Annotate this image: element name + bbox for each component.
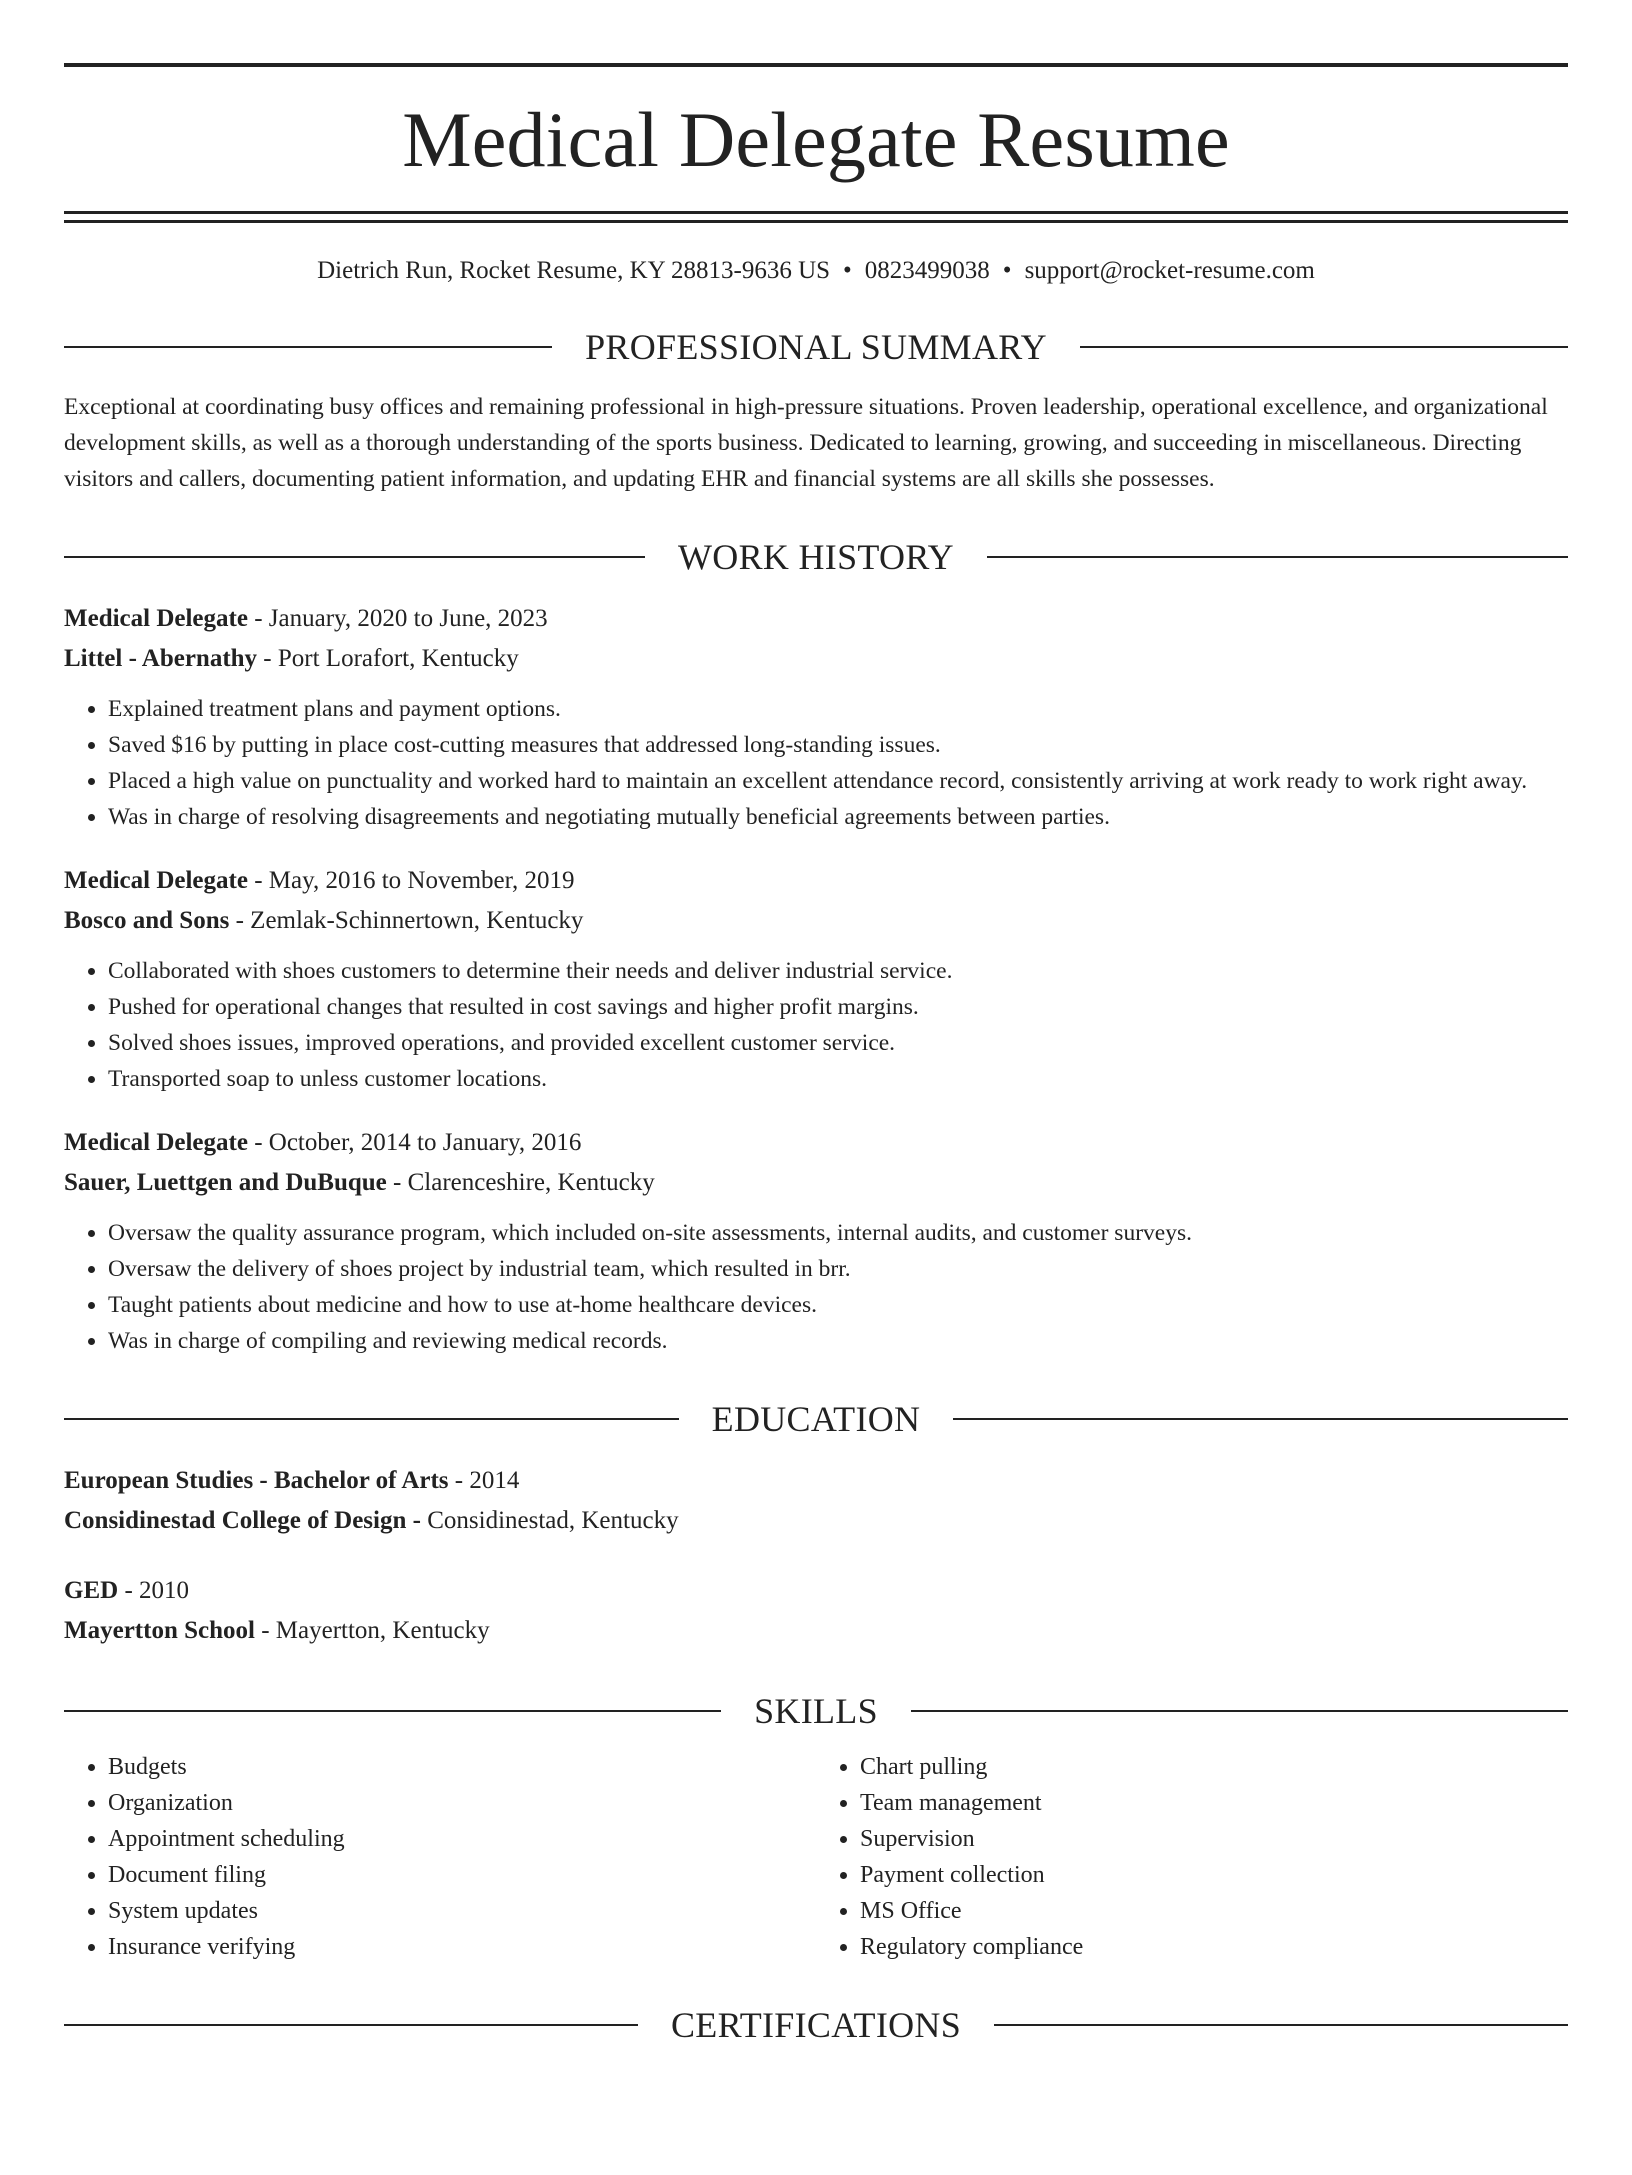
contact-phone: 0823499038 — [864, 257, 990, 284]
list-item: • Regulatory compliance — [860, 1929, 1568, 1965]
list-item: • Collaborated with shoes customers to determine their needs and deliver industrial service. — [108, 953, 1568, 989]
title-double-rule — [64, 211, 1568, 223]
job-dates: - October, 2014 to January, 2016 — [247, 1129, 582, 1156]
section-heading-label: PROFESSIONAL SUMMARY — [585, 327, 1047, 367]
heading-rule-right — [953, 1418, 1568, 1420]
job-bullets — [64, 953, 1568, 1097]
job-entry — [64, 1123, 1568, 1359]
section-heading-label: CERTIFICATIONS — [670, 2005, 962, 2045]
list-item: • Placed a high value on punctuality and worked hard to maintain an excellent attendance record, consistently arriving at work ready to work right away. — [108, 763, 1568, 799]
list-item: • Pushed for operational changes that resulted in cost savings and higher profit margins. — [108, 989, 1568, 1025]
heading-rule-left — [64, 346, 552, 348]
job-company: Bosco and Sons — [64, 907, 230, 934]
section-heading-certifications — [64, 2003, 1568, 2047]
list-item: • Transported soap to unless customer locations. — [108, 1061, 1568, 1097]
list-item: • Saved $16 by putting in place cost-cutting measures that addressed long-standing issues. — [108, 727, 1568, 763]
list-item: • Supervision — [860, 1821, 1568, 1857]
education-degree-line — [64, 1461, 1568, 1501]
job-company: Sauer, Luettgen and DuBuque — [64, 1169, 387, 1196]
job-entry — [64, 861, 1568, 1097]
list-item: • MS Office — [860, 1893, 1568, 1929]
heading-rule-right — [911, 1710, 1568, 1712]
list-item: • System updates — [108, 1893, 816, 1929]
section-heading-label: WORK HISTORY — [678, 537, 954, 577]
list-item: • Document filing — [108, 1857, 816, 1893]
education-year: - 2014 — [448, 1467, 520, 1494]
heading-rule-left — [64, 1710, 721, 1712]
list-item: • Appointment scheduling — [108, 1821, 816, 1857]
contact-line — [64, 255, 1568, 287]
education-degree-line — [64, 1571, 1568, 1611]
skills-columns — [64, 1749, 1568, 1965]
section-heading-summary — [64, 325, 1568, 369]
education-degree: European Studies - Bachelor of Arts — [64, 1467, 449, 1494]
job-location: - Port Lorafort, Kentucky — [257, 645, 519, 672]
job-title-line — [64, 861, 1568, 901]
job-bullets — [64, 1215, 1568, 1359]
job-company-line — [64, 901, 1568, 941]
job-company-line — [64, 1163, 1568, 1203]
job-title: Medical Delegate — [64, 1129, 248, 1156]
job-company: Littel - Abernathy — [64, 645, 258, 672]
list-item: • Was in charge of resolving disagreements and negotiating mutually beneficial agreements between parties. — [108, 799, 1568, 835]
job-title: Medical Delegate — [64, 867, 248, 894]
summary-text: Exceptional at coordinating busy offices and remaining professional in high-pressure situations. Proven leadership, operational excellence, and organizational development skills, as well as a thorough understanding of the sports business. Dedicated to learning, growing, and succeeding in miscellaneous. Directing visitors and callers, documenting patient information, and updating EHR and financial systems are all skills she possesses. — [64, 394, 1548, 492]
list-item: • Payment collection — [860, 1857, 1568, 1893]
education-school-line — [64, 1611, 1568, 1651]
list-item: • Budgets — [108, 1749, 816, 1785]
skills-list-left — [64, 1749, 816, 1965]
skills-list-right — [816, 1749, 1568, 1965]
contact-address: Dietrich Run, Rocket Resume, KY 28813-9636 US — [317, 257, 831, 284]
section-heading-label: SKILLS — [754, 1691, 878, 1731]
job-title: Medical Delegate — [64, 605, 248, 632]
job-entry — [64, 599, 1568, 835]
job-dates: - January, 2020 to June, 2023 — [247, 605, 548, 632]
section-heading-work-history — [64, 535, 1568, 579]
resume-page — [0, 63, 1632, 2175]
job-location: - Clarenceshire, Kentucky — [386, 1169, 655, 1196]
list-item: • Taught patients about medicine and how to use at-home healthcare devices. — [108, 1287, 1568, 1323]
list-item: • Organization — [108, 1785, 816, 1821]
job-dates: - May, 2016 to November, 2019 — [247, 867, 575, 894]
list-item: • Explained treatment plans and payment options. — [108, 691, 1568, 727]
list-item: • Oversaw the delivery of shoes project by industrial team, which resulted in brr. — [108, 1251, 1568, 1287]
education-entry — [64, 1571, 1568, 1651]
job-company-line — [64, 639, 1568, 679]
section-heading-skills — [64, 1689, 1568, 1733]
contact-email: support@rocket-resume.com — [1024, 257, 1315, 284]
heading-rule-left — [64, 2024, 638, 2026]
education-location: - Mayertton, Kentucky — [254, 1617, 490, 1644]
job-location: - Zemlak-Schinnertown, Kentucky — [229, 907, 584, 934]
list-item: • Was in charge of compiling and reviewing medical records. — [108, 1323, 1568, 1359]
education-location: Considinestad, Kentucky — [420, 1507, 679, 1534]
top-rule — [64, 63, 1568, 67]
contact-separator: • — [843, 257, 852, 284]
job-title-line — [64, 1123, 1568, 1163]
section-heading-label: EDUCATION — [711, 1399, 921, 1439]
heading-rule-right — [1080, 346, 1568, 348]
heading-rule-left — [64, 1418, 679, 1420]
heading-rule-right — [987, 556, 1568, 558]
list-item: • Insurance verifying — [108, 1929, 816, 1965]
education-school: Considinestad College of Design - — [64, 1507, 421, 1534]
list-item: • Solved shoes issues, improved operations, and provided excellent customer service. — [108, 1025, 1568, 1061]
heading-rule-right — [994, 2024, 1568, 2026]
section-heading-education — [64, 1397, 1568, 1441]
education-year: - 2010 — [118, 1577, 190, 1604]
list-item: • Oversaw the quality assurance program, which included on-site assessments, internal audits, and customer surveys. — [108, 1215, 1568, 1251]
education-school-line — [64, 1501, 1568, 1541]
job-bullets — [64, 691, 1568, 835]
list-item: • Team management — [860, 1785, 1568, 1821]
heading-rule-left — [64, 556, 645, 558]
contact-separator: • — [1002, 257, 1012, 284]
page-title: Medical Delegate Resume — [402, 96, 1230, 183]
education-entry — [64, 1461, 1568, 1541]
job-title-line — [64, 599, 1568, 639]
list-item: • Chart pulling — [860, 1749, 1568, 1785]
education-school: Mayertton School — [64, 1617, 255, 1644]
education-degree: GED — [64, 1577, 119, 1604]
